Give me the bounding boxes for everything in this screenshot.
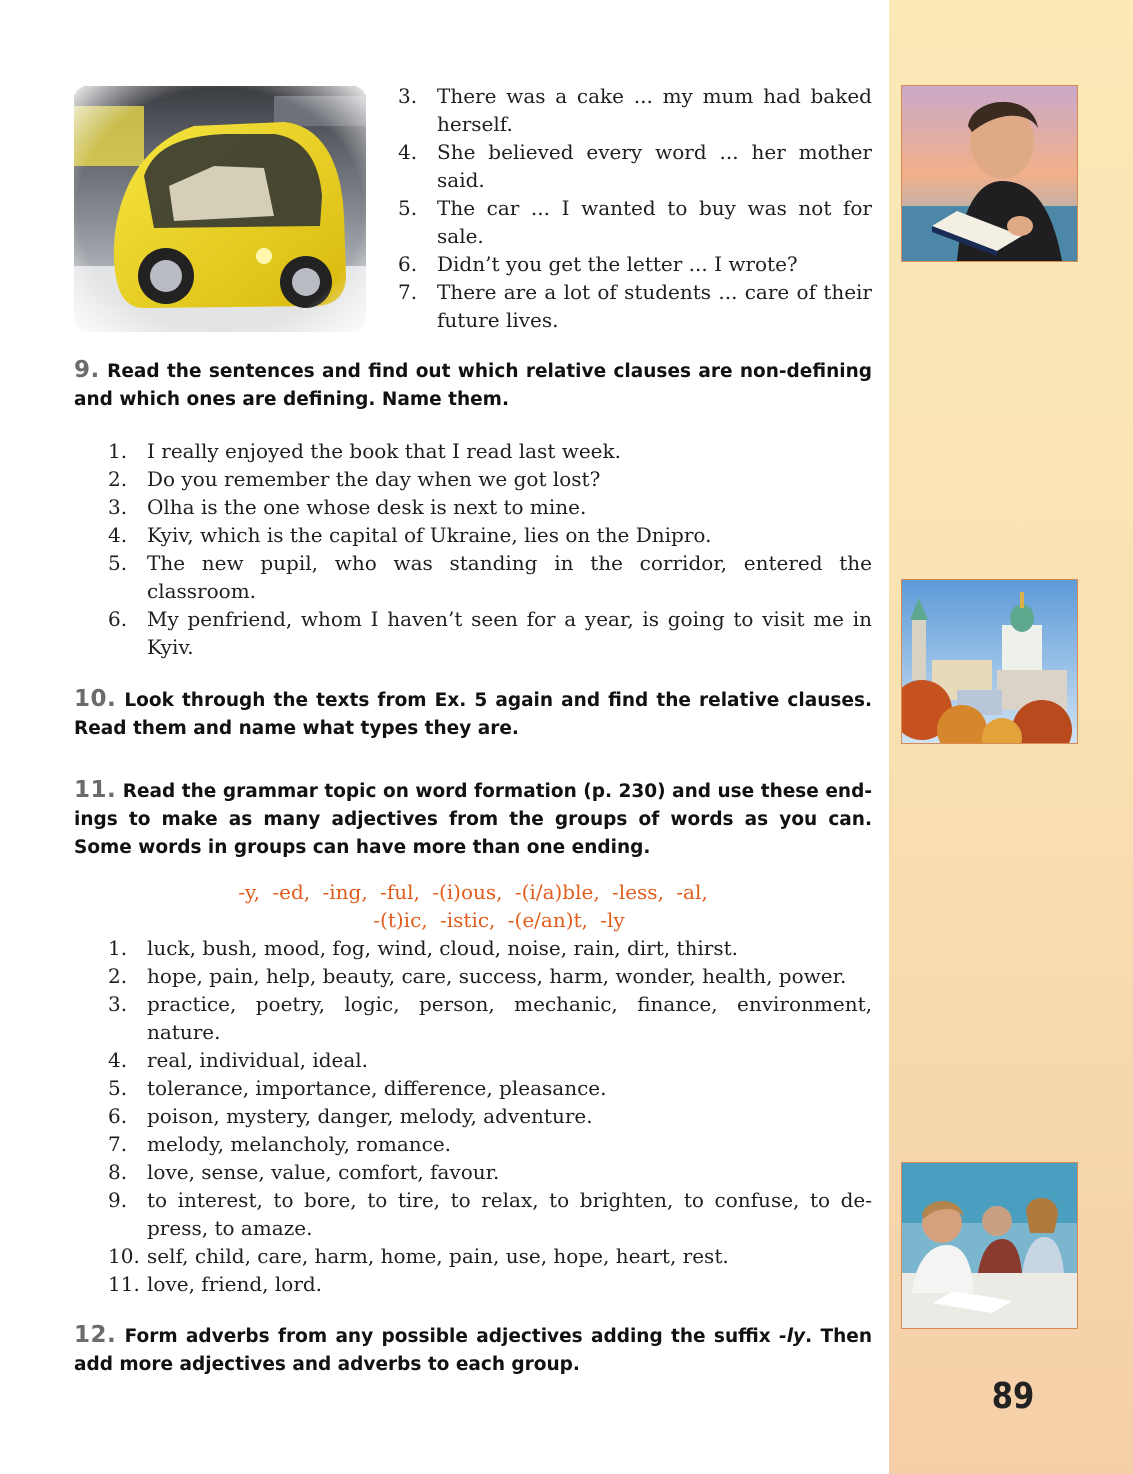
exercise-12-instruction: 12. Form adverbs from any possible adjectives adding the suffix -ly. Then add more adjectives and adverbs to each group. — [74, 1322, 872, 1375]
list-item: 2. hope, pain, help, beauty, care, success, harm, wonder, health, power. — [108, 964, 847, 988]
list-item: 4. real, individual, ideal. — [108, 1048, 369, 1072]
page-number: 89 — [991, 1376, 1035, 1417]
list-item: 8. love, sense, value, comfort, favour. — [108, 1160, 500, 1184]
yellow-car-photo — [74, 86, 366, 332]
exercise-9-instruction: 9. Read the sentences and find out which relative clauses are non-defining and which ones are defining. Name them. — [74, 357, 872, 410]
exercise-number: 12. — [74, 1322, 117, 1348]
exercise-number: 11. — [74, 777, 117, 803]
list-item: 5. The car ... I wanted to buy was not for sale. — [398, 196, 872, 248]
list-item: 4. She believed every word ... her mother said. — [398, 140, 872, 192]
list-item: 7. There are a lot of students ... care of their future lives. — [398, 280, 872, 332]
endings-line-2: -(t)ic, -istic, -(e/an)t, -ly — [373, 908, 625, 932]
list-item: 2. Do you remember the day when we got lost? — [108, 467, 601, 491]
list-item: 10. self, child, care, harm, home, pain, use, hope, heart, rest. — [108, 1244, 729, 1268]
boy-reading-photo — [901, 85, 1078, 262]
list-item: 1. luck, bush, mood, fog, wind, cloud, noise, rain, dirt, thirst. — [108, 936, 738, 960]
exercise-11-list — [108, 934, 872, 1298]
exercise-number: 9. — [74, 357, 100, 383]
list-item: 1. I really enjoyed the book that I read last week. — [108, 439, 621, 463]
list-item: 6. poison, mystery, danger, melody, adventure. — [108, 1104, 593, 1128]
list-item: 9. to interest, to bore, to tire, to relax, to brighten, to confuse, to de-press, to amaze. — [108, 1188, 872, 1240]
exercise-8-list — [398, 82, 872, 334]
students-studying-photo — [901, 1162, 1078, 1329]
list-item: 11. love, friend, lord. — [108, 1272, 323, 1296]
suffix-ly: -ly — [779, 1326, 806, 1347]
list-item: 3. Olha is the one whose desk is next to mine. — [108, 495, 587, 519]
list-item: 6. My penfriend, whom I haven’t seen for a year, is going to visit me in Kyiv. — [108, 607, 872, 659]
endings-line-1: -y, -ed, -ing, -ful, -(i)ous, -(i/a)ble, -less, -al, — [238, 880, 708, 904]
exercise-number: 10. — [74, 686, 117, 712]
list-item: 6. Didn’t you get the letter ... I wrote? — [398, 252, 798, 276]
list-item: 4. Kyiv, which is the capital of Ukraine, lies on the Dnipro. — [108, 523, 712, 547]
kyiv-city-photo — [901, 579, 1078, 744]
list-item: 3. practice, poetry, logic, person, mechanic, finance, environment, nature. — [108, 992, 872, 1044]
exercise-10-instruction: 10. Look through the texts from Ex. 5 again and find the relative clauses. Read them and name what types they are. — [74, 686, 872, 739]
exercise-11-instruction: 11. Read the grammar topic on word formation (p. 230) and use these end-ings to make as many adjectives from the groups of words as you can. Some words in groups can have more than one ending. — [74, 777, 872, 858]
list-item: 5. The new pupil, who was standing in the corridor, entered the classroom. — [108, 551, 872, 603]
exercise-9-list — [108, 437, 872, 661]
list-item: 7. melody, melancholy, romance. — [108, 1132, 452, 1156]
list-item: 5. tolerance, importance, difference, pleasance. — [108, 1076, 607, 1100]
list-item: 3. There was a cake ... my mum had baked herself. — [398, 84, 872, 136]
